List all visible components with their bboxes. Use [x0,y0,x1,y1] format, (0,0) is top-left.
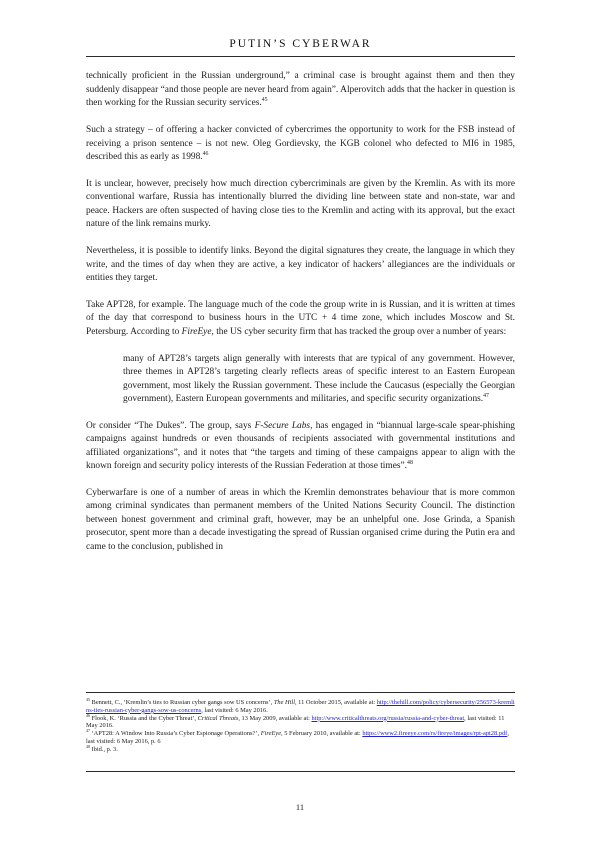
text-run: Cyberwarfare is one of a number of areas in which the Kremlin demonstrates behaviour that is more common among criminal syndicates than permanent members of the United Nations Security Council. The distinction between honest government and criminal graft, however, may be an unhelpful one. Jose Grinda, a Spanish prosecutor, spent more than a decade investigating the spread of Russian organised crime during the Putin era and came to the conclusion, published in [86,488,515,552]
footnote-rule-top [86,692,515,693]
text-run: Such a strategy – of offering a hacker convicted of cybercrimes the opportunity to work for the FSB instead of receiving a prison sentence – is not new. Oleg Gordievsky, the KGB colonel who defected to MI6 in 1985, described this as early as 1998. [86,125,515,163]
footnote-link[interactable]: http://www.criticalthreats.org/russia/russia-and-cyber-threat [311,714,465,722]
text-run: The Hill [273,699,295,706]
footnote-marker: 45 [261,97,268,104]
text-run: Ibid., p. 3. [89,745,118,753]
text-run: Nevertheless, it is possible to identify links. Beyond the digital signatures they create, the language in which they write, and the times of day when they are active, a key indicator of hackers’ allegiances are the individuals or entities they target. [86,246,515,283]
page-content [86,38,515,554]
blockquote-paragraph [123,353,515,407]
text-run: F-Secure Labs, [254,420,313,431]
text-run: Take APT28, for example. The language much of the code the group write in is Russian, and it is written at times of the day that correspond to business hours in the UTC + 4 time zone, which includes Moscow and St. Petersburg. According to [86,299,515,337]
footnote-marker: 48 [86,743,90,749]
text-run: It is unclear, however, precisely how much direction cybercriminals are given by the Kremlin. As with its more conventional warfare, Russia has intentionally blurred the dividing line between state and non-state, war and peace. Hackers are often suspected of having close ties to the Kremlin and acting with its approval, but the exact nature of the link remains murky. [86,178,515,230]
page-header-title: PUTIN’S CYBERWAR [229,38,372,50]
text-run: FireEye [260,730,282,738]
text-run: , last visited: 6 May 2016, p. 6 [86,730,509,745]
text-run: technically proficient in the Russian underground,” a criminal case is brought against them and then they suddenly disappear “and those people are never heard from again”. Alperovitch adds that the hacker in question is then working for the Russian security services. [86,71,515,109]
text-run: FireEye, [181,326,214,337]
text-run: , 11 October 2015, available at: [294,699,377,706]
text-run: Critical Threats [197,714,239,722]
footnote [86,730,515,746]
page-number: 11 [295,802,305,812]
footnote-marker: 47 [483,392,489,399]
footnote [86,743,515,754]
body-paragraph [86,70,515,110]
text-run: Or consider “The Dukes”. The group, says [86,420,255,431]
text-run: ‘APT28: A Window Into Russia’s Cyber Espionage Operations?’, [89,730,261,738]
header-rule [86,56,515,57]
body-paragraphs [86,70,515,554]
body-paragraph [86,178,515,232]
footnote-marker: 45 [86,696,90,702]
body-paragraph [86,420,515,474]
text-run: Flook, K. ‘Russia and the Cyber Threat’, [89,714,198,722]
footnote-rule-bottom [86,771,515,772]
body-paragraph [86,299,515,339]
text-run: Bennett, C., ‘Kremlin’s ties to Russian cyber gangs sow US concerns’, [89,699,274,706]
body-paragraph [86,487,515,554]
footnote-link[interactable]: http://thehill.com/policy/cybersecurity/256573-kremlins-ties-russian-cyber-gangs-sow-us-concerns [86,699,515,714]
footnote-block [86,692,515,754]
body-paragraph [86,124,515,164]
text-run: , last visited: 11 May 2016. [86,714,505,730]
text-run: has engaged in “biannual large-scale spear-phishing campaigns against hundreds or even thousands of recipients associated with governmental institutions and affiliated organizations”, and it notes that “the targets and timing of these campaigns appear to align with the known foreign and security policy interests of the Russian Federation at those times”. [86,420,515,472]
body-paragraph [86,245,515,285]
text-run: , 13 May 2009, available at: [238,714,312,722]
footnote-marker: 46 [202,150,209,157]
footnote-marker: 48 [407,460,413,467]
text-run: , last visited: 6 May 2016. [201,706,268,714]
text-run: , 5 February 2010, available at: [281,730,363,738]
footnote-link[interactable]: https://www2.fireeye.com/rs/fireye/images/rpt-apt28.pdf [362,730,508,738]
text-run: the US cyber security firm that has tracked the group over a number of years: [213,326,507,337]
footnote-marker: 46 [86,712,90,718]
text-run: many of APT28’s targets align generally with interests that are typical of any government. However, three themes in APT28’s targeting clearly reflects areas of specific interest to an Eastern European government, most likely the Russian government. These include the Caucasus (especially the Georgian government), Eastern European governments and militaries, and specific security organizations. [123,353,515,404]
footnote-marker: 47 [86,728,90,734]
footnotes-list [86,696,515,754]
